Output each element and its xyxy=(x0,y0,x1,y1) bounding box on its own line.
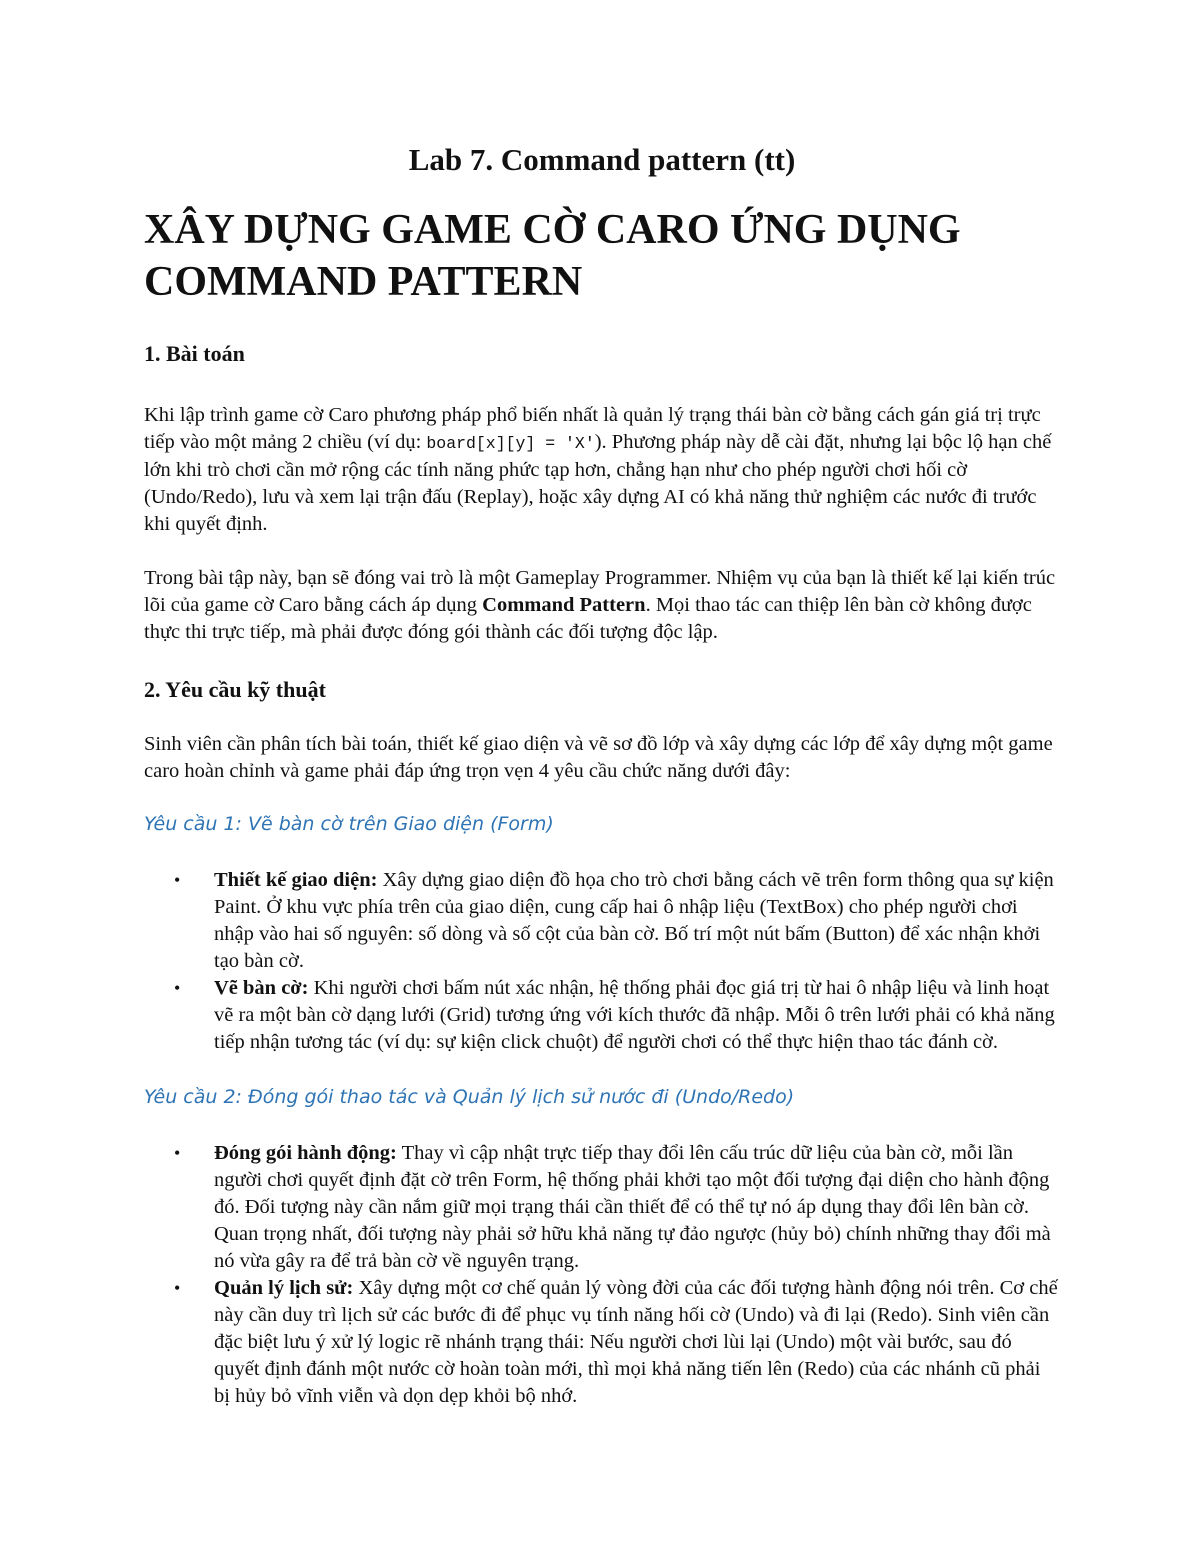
bullet-icon: • xyxy=(174,978,181,998)
requirement-2-list xyxy=(144,1140,1060,1410)
paragraph-text: ). Phương pháp này dễ cài đặt, nhưng lại bộc lộ hạn chế lớn khi trò chơi cần mở rộng các tính năng phức tạp hơn, chẳng hạn như cho phép người chơi hối cờ (Undo/Redo), lưu và xem lại trận đấu (Replay), hoặc xây dựng AI có khả năng thử nghiệm các nước đi trước khi quyết định. xyxy=(144,431,1052,535)
list-item-text: Xây dựng một cơ chế quản lý vòng đời của các đối tượng hành động nói trên. Cơ chế này cần duy trì lịch sử các bước đi để phục vụ tính năng hối cờ (Undo) và đi lại (Redo). Sinh viên cần đặc biệt lưu ý xử lý logic rẽ nhánh trạng thái: Nếu người chơi lùi lại (Undo) một vài bước, sau đó quyết định đánh một nước cờ hoàn toàn mới, thì mọi khả năng tiến lên (Redo) của các nhánh cũ phải bị hủy bỏ vĩnh viễn và dọn dẹp khỏi bộ nhớ. xyxy=(214,1277,1058,1407)
bullet-icon: • xyxy=(174,1143,181,1163)
list-item xyxy=(174,975,1060,1056)
section-1-paragraph-1 xyxy=(144,402,1060,538)
list-item xyxy=(174,867,1060,975)
requirement-2-title: Yêu cầu 2: Đóng gói thao tác và Quản lý lịch sử nước đi (Undo/Redo) xyxy=(144,1086,795,1108)
list-item-title: Đóng gói hành động: xyxy=(214,1142,397,1164)
lab-title: Lab 7. Command pattern (tt) xyxy=(408,142,796,177)
section-1-heading: 1. Bài toán xyxy=(144,341,245,366)
section-1-paragraph-2 xyxy=(144,565,1060,646)
list-item-text: Khi người chơi bấm nút xác nhận, hệ thống phải đọc giá trị từ hai ô nhập liệu và linh hoạt vẽ ra một bàn cờ dạng lưới (Grid) tương ứng với kích thước đã nhập. Mỗi ô trên lưới phải có khả năng tiếp nhận tương tác (ví dụ: sự kiện click chuột) để người chơi có thể thực hiện thao tác đánh cờ. xyxy=(214,977,1055,1053)
paragraph-text: Trong bài tập này, bạn sẽ đóng vai trò là một Gameplay Programmer. Nhiệm vụ của bạn là thiết kế lại kiến trúc lõi của game cờ Caro bằng cách áp dụng xyxy=(144,567,1056,616)
main-title-line-1: XÂY DỰNG GAME CỜ CARO ỨNG DỤNG xyxy=(144,207,961,253)
list-item xyxy=(174,1140,1060,1275)
list-item-text: Thay vì cập nhật trực tiếp thay đổi lên cấu trúc dữ liệu của bàn cờ, mỗi lần người chơi quyết định đặt cờ trên Form, hệ thống phải khởi tạo một đối tượng đại diện cho hành động đó. Đối tượng này cần nắm giữ mọi trạng thái cần thiết để có thể tự nó áp dụng thay đổi lên bàn cờ. Quan trọng nhất, đối tượng này phải sở hữu khả năng tự đảo ngược (hủy bỏ) chính những thay đổi mà nó vừa gây ra để trả bàn cờ về nguyên trạng. xyxy=(214,1142,1051,1272)
code-snippet: board[x][y] = 'X' xyxy=(426,434,595,453)
main-title-line-2: COMMAND PATTERN xyxy=(144,259,583,305)
main-title xyxy=(144,204,1060,308)
list-item xyxy=(174,1275,1060,1410)
requirement-1-list xyxy=(144,867,1060,1056)
paragraph-text: Khi lập trình game cờ Caro phương pháp phổ biến nhất là quản lý trạng thái bàn cờ bằng cách gán giá trị trực tiếp vào một mảng 2 chiều (ví dụ: xyxy=(144,404,1041,453)
requirement-1-title: Yêu cầu 1: Vẽ bàn cờ trên Giao diện (Form) xyxy=(144,813,554,835)
list-item-text: Xây dựng giao diện đồ họa cho trò chơi bằng cách vẽ trên form thông qua sự kiện Paint. Ở khu vực phía trên của giao diện, cung cấp hai ô nhập liệu (TextBox) cho phép người chơi nhập vào hai số nguyên: số dòng và số cột của bàn cờ. Bố trí một nút bấm (Button) để xác nhận khởi tạo bàn cờ. xyxy=(214,869,1054,972)
list-item-title: Vẽ bàn cờ: xyxy=(214,977,309,999)
section-2-intro: Sinh viên cần phân tích bài toán, thiết kế giao diện và vẽ sơ đồ lớp và xây dựng các lớp để xây dựng một game caro hoàn chỉnh và game phải đáp ứng trọn vẹn 4 yêu cầu chức năng dưới đây: xyxy=(144,733,1053,782)
bold-term: Command Pattern xyxy=(482,594,646,616)
paragraph-text: . Mọi thao tác can thiệp lên bàn cờ không được thực thi trực tiếp, mà phải được đóng gói thành các đối tượng độc lập. xyxy=(144,594,1032,643)
list-item-title: Thiết kế giao diện: xyxy=(214,869,378,891)
bullet-icon: • xyxy=(174,870,181,890)
section-2-heading: 2. Yêu cầu kỹ thuật xyxy=(144,677,326,702)
bullet-icon: • xyxy=(174,1278,181,1298)
list-item-title: Quản lý lịch sử: xyxy=(214,1277,354,1299)
